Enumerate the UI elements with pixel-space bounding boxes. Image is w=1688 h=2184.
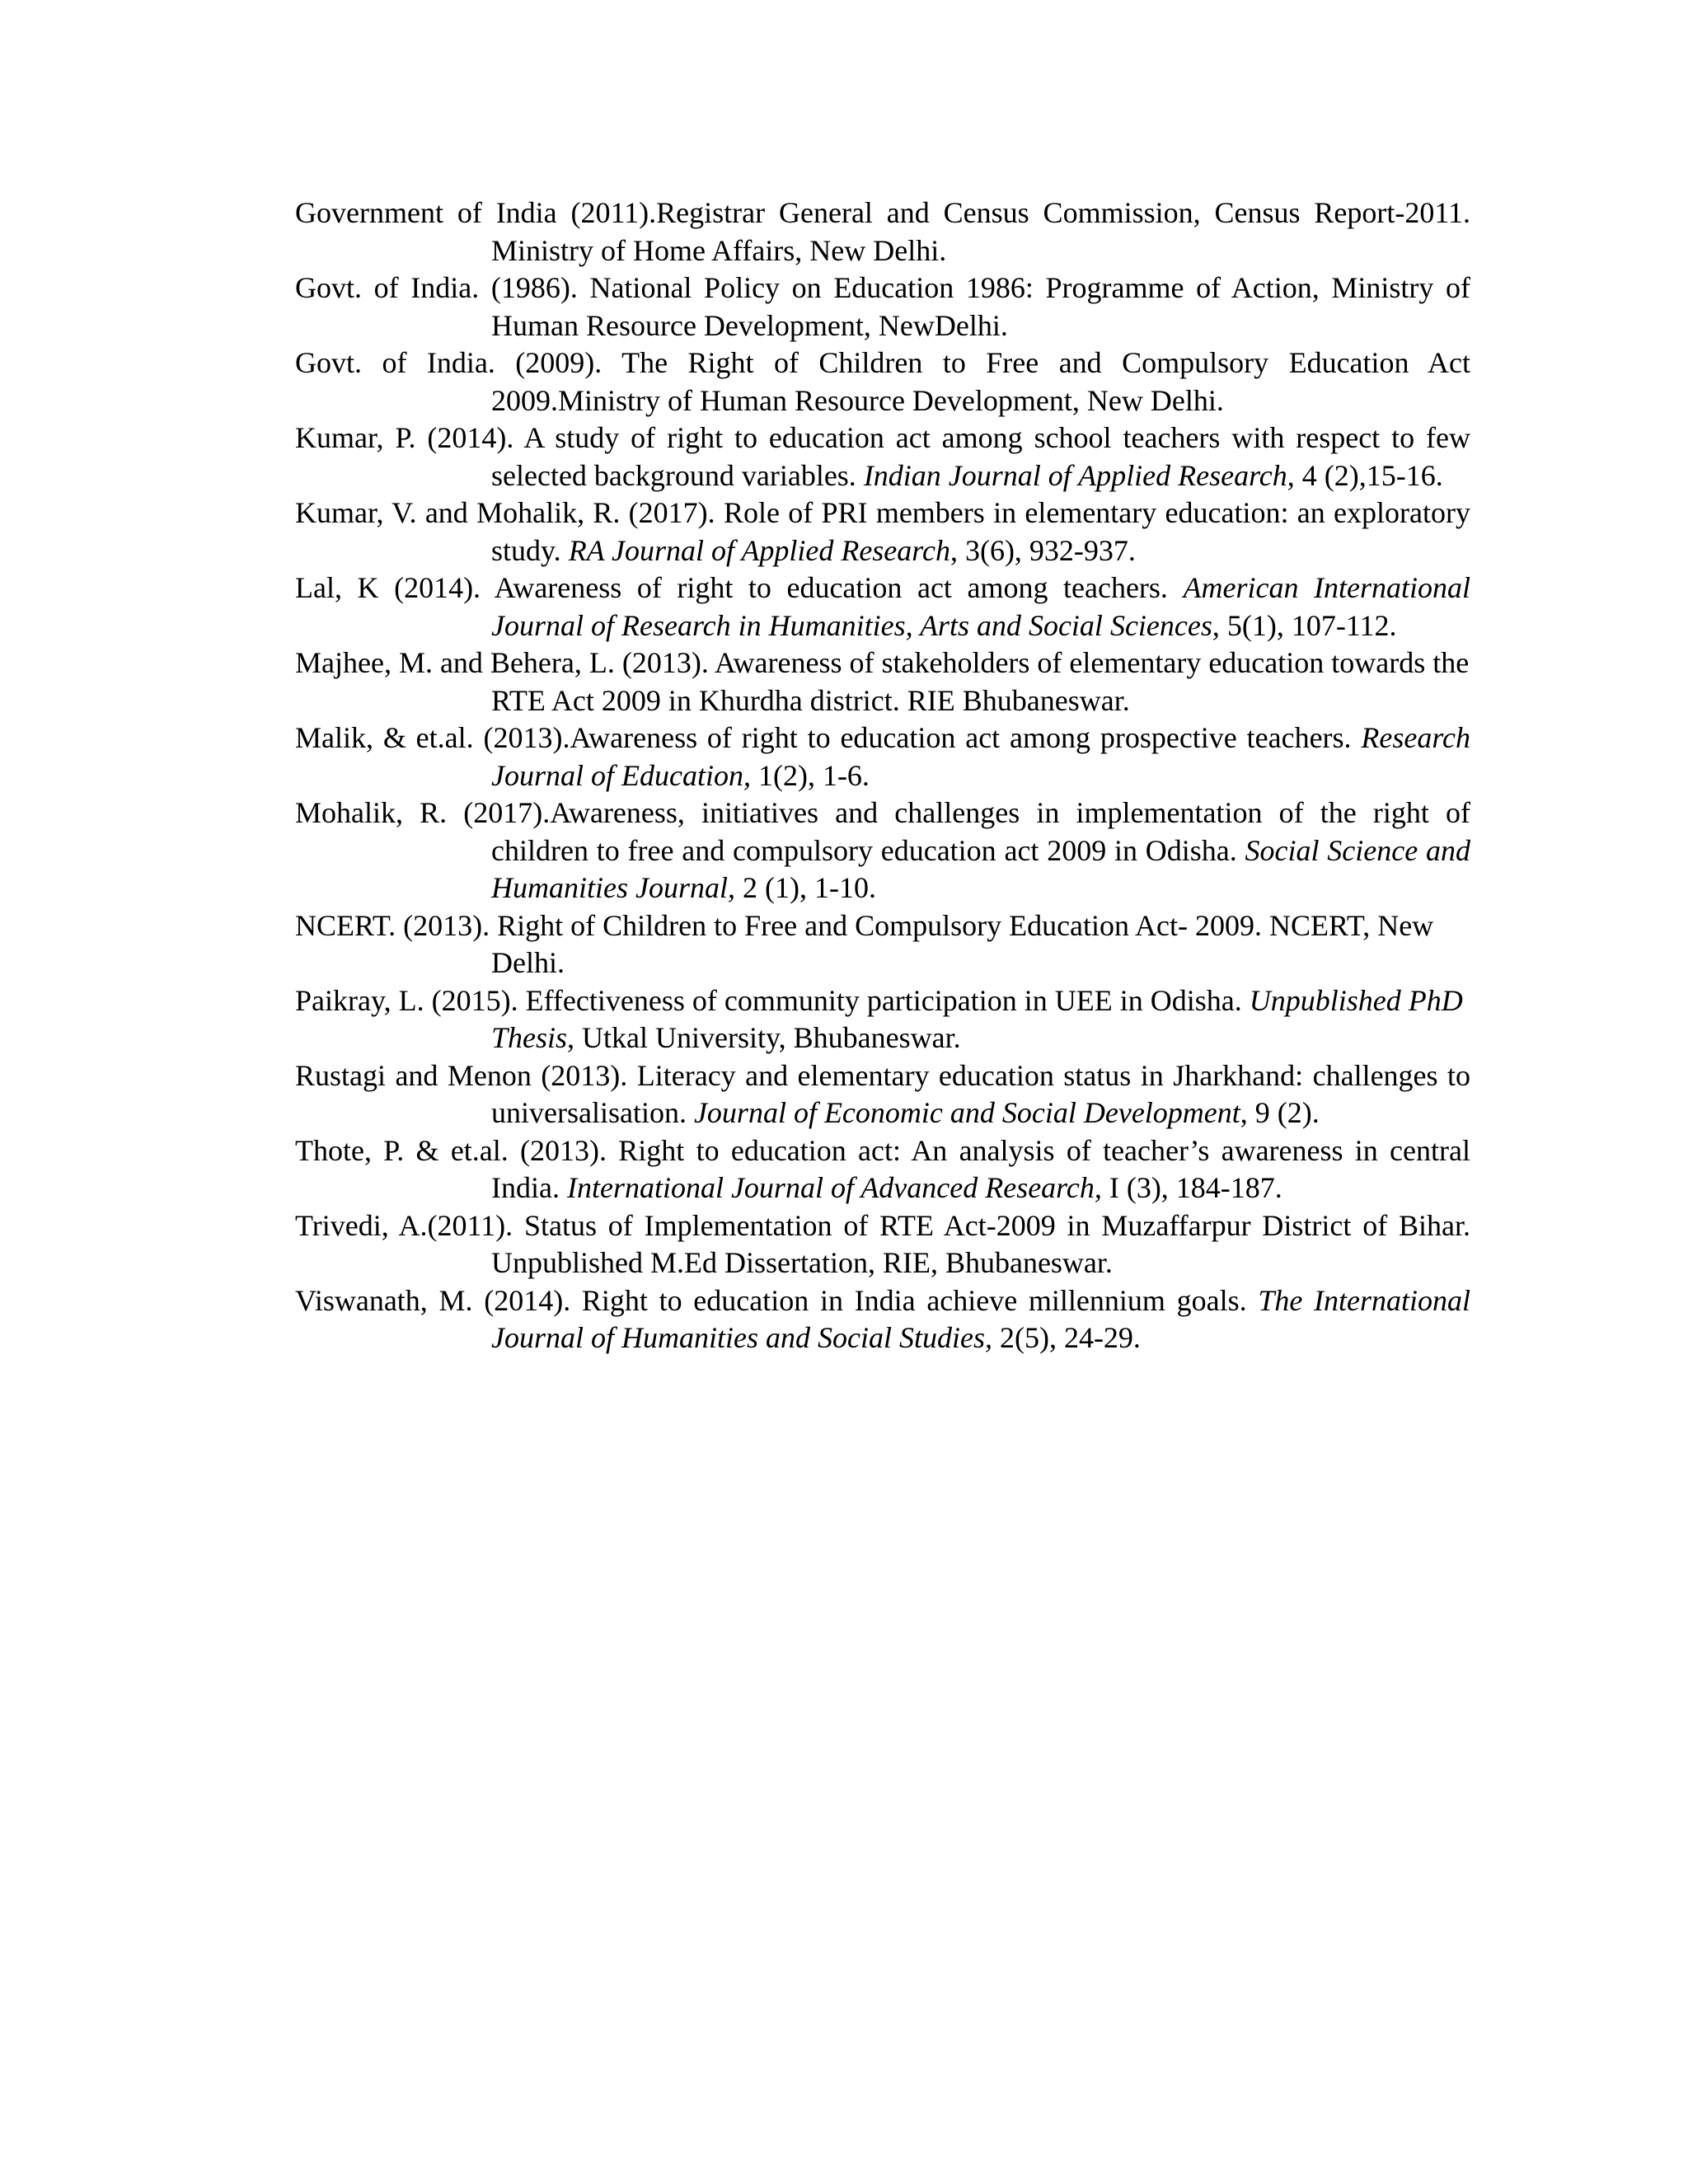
reference-text: , Utkal University, Bhubaneswar. xyxy=(567,1021,961,1054)
reference-entry xyxy=(295,907,1470,982)
reference-text: Majhee, M. and Behera, L. (2013). Awareness of stakeholders of elementary education towards the RTE Act 2009 in Khurdha district. RIE Bhubaneswar. xyxy=(295,646,1470,717)
reference-text: Lal, K (2014). Awareness of right to education act among teachers. xyxy=(295,571,1184,604)
reference-source-title: Journal of Economic and Social Development xyxy=(693,1096,1240,1129)
reference-text: Malik, & et.al. (2013).Awareness of right to education act among prospective teachers. xyxy=(295,721,1362,754)
reference-source-title: Unpublished PhD Thesis xyxy=(491,983,1463,1054)
reference-text: 2 (1), 1-10. xyxy=(734,871,876,904)
reference-entry xyxy=(295,794,1470,907)
reference-entry xyxy=(295,719,1470,794)
reference-source-title: Social Science and Humanities Journal, xyxy=(491,833,1471,904)
reference-source-title: Indian Journal of Applied Research xyxy=(863,458,1287,492)
reference-text: Kumar, P. (2014). A study of right to education act among school teachers with respect to few selected background variables. xyxy=(295,421,1470,492)
reference-text: Trivedi, A.(2011). Status of Implementation of RTE Act-2009 in Muzaffarpur District of Bihar. Unpublished M.Ed Dissertation, RIE, Bhubaneswar. xyxy=(295,1208,1470,1279)
reference-text: Govt. of India. (2009). The Right of Children to Free and Compulsory Education Act 2009.Ministry of Human Resource Development, New Delhi. xyxy=(295,346,1470,417)
reference-text: NCERT. (2013). Right of Children to Free and Compulsory Education Act- 2009. NCERT, New Delhi. xyxy=(295,908,1434,979)
reference-text: Paikray, L. (2015). Effectiveness of community participation in UEE in Odisha. xyxy=(295,983,1250,1017)
reference-list xyxy=(295,194,1470,1357)
reference-entry xyxy=(295,194,1470,269)
reference-entry xyxy=(295,494,1470,569)
reference-text: Kumar, V. and Mohalik, R. (2017). Role of PRI members in elementary education: an exploratory study. xyxy=(295,496,1470,567)
reference-text: Govt. of India. (1986). National Policy on Education 1986: Programme of Action, Ministry of Human Resource Development, NewDelhi. xyxy=(295,271,1470,342)
reference-text: Thote, P. & et.al. (2013). Right to education act: An analysis of teacher’s awareness in central India. xyxy=(295,1133,1470,1204)
reference-entry xyxy=(295,1057,1470,1132)
reference-text: Government of India (2011).Registrar General and Census Commission, Census Report-2011. Ministry of Home Affairs, New Delhi. xyxy=(295,196,1470,267)
reference-entry xyxy=(295,569,1470,644)
reference-source-title: International Journal of Advanced Research, xyxy=(566,1171,1102,1204)
reference-entry xyxy=(295,1207,1470,1282)
reference-entry xyxy=(295,1132,1470,1207)
reference-source-title: Research Journal of Education, xyxy=(491,721,1470,792)
reference-text: 1(2), 1-6. xyxy=(750,758,870,792)
reference-text: , 9 (2). xyxy=(1240,1096,1320,1129)
reference-entry xyxy=(295,344,1470,419)
reference-text: Viswanath, M. (2014). Right to education in India achieve millennium goals. xyxy=(295,1283,1259,1317)
reference-text: Rustagi and Menon (2013). Literacy and elementary education status in Jharkhand: challenges to universalisation. xyxy=(295,1058,1470,1129)
reference-entry xyxy=(295,1282,1470,1357)
reference-text: , 5(1), 107-112. xyxy=(1212,608,1397,642)
reference-text: , 3(6), 932-937. xyxy=(950,533,1136,567)
reference-entry xyxy=(295,982,1470,1057)
reference-source-title: American International Journal of Research in Humanities, Arts and Social Sciences xyxy=(491,571,1470,642)
reference-entry xyxy=(295,269,1470,344)
reference-text: I (3), 184-187. xyxy=(1101,1171,1282,1204)
reference-entry xyxy=(295,644,1470,719)
reference-source-title: RA Journal of Applied Research xyxy=(568,533,950,567)
reference-source-title: The International Journal of Humanities and Social Studies, xyxy=(491,1283,1470,1354)
reference-entry xyxy=(295,419,1470,494)
reference-text: , 4 (2),15-16. xyxy=(1287,458,1443,492)
reference-text: Mohalik, R. (2017).Awareness, initiatives and challenges in implementation of the right of children to free and compulsory education act 2009 in Odisha. xyxy=(295,796,1470,867)
reference-text: 2(5), 24-29. xyxy=(992,1321,1141,1354)
